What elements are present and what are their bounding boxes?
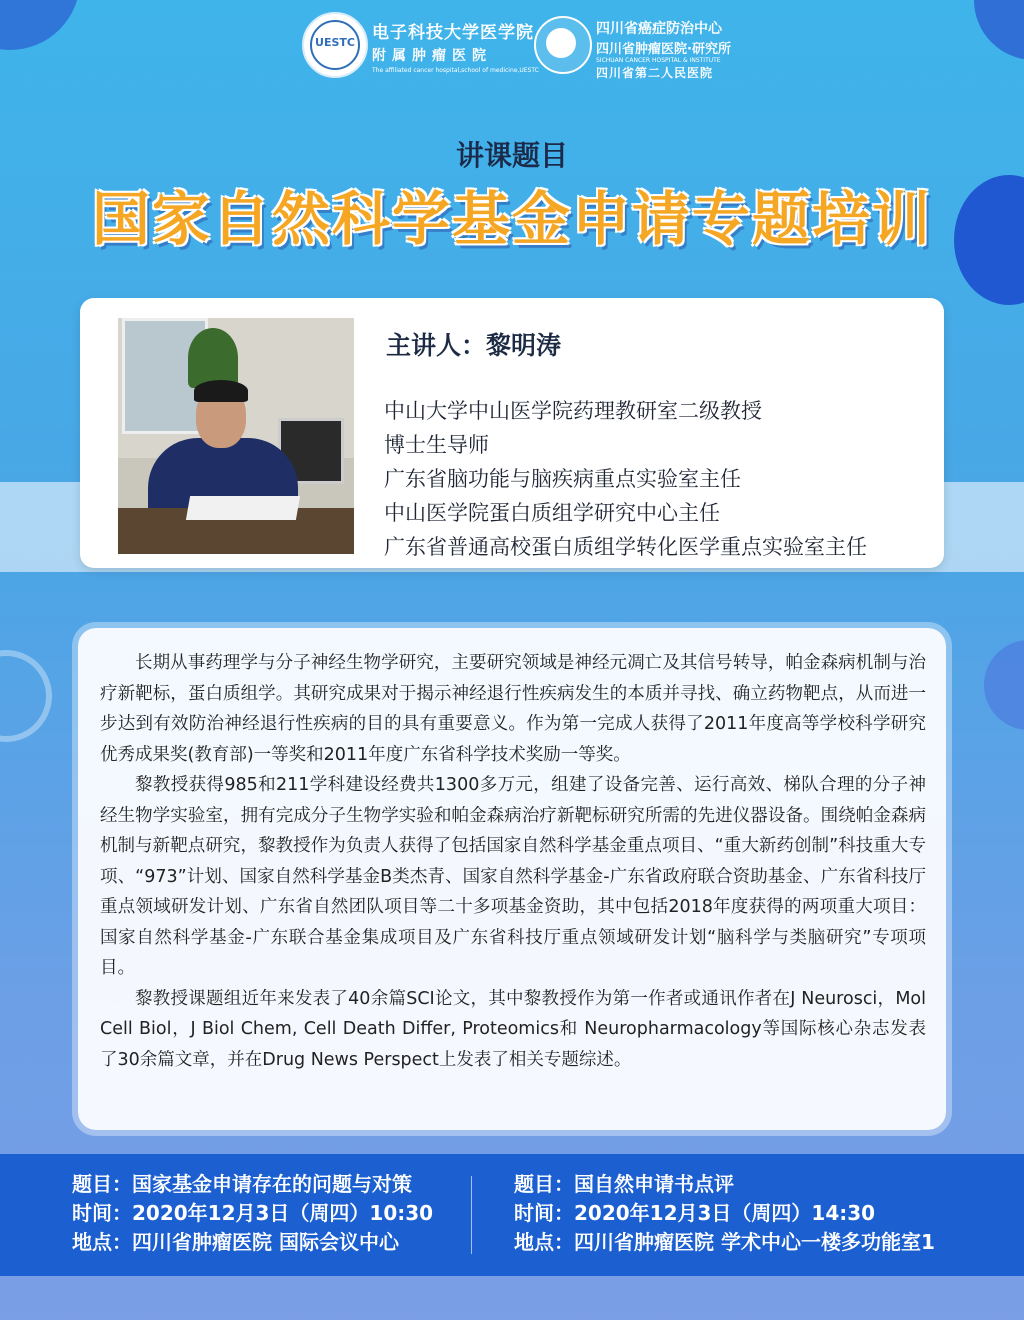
hospital-line1: 四川省癌症防治中心 bbox=[596, 21, 722, 37]
speaker-photo bbox=[118, 318, 354, 554]
uestc-logo-text bbox=[372, 18, 539, 74]
speaker-bio bbox=[100, 648, 926, 1075]
decor-ring-left bbox=[0, 650, 52, 742]
decor-circle-right-lower bbox=[984, 640, 1024, 730]
hospital-line4: 四川省第二人民医院 bbox=[596, 66, 714, 80]
event-time: 时间：2020年12月3日（周四）10:30 bbox=[72, 1201, 434, 1225]
speaker-card bbox=[80, 298, 944, 568]
sichuan-cancer-hospital-logo bbox=[534, 16, 592, 74]
uestc-logo bbox=[302, 12, 368, 78]
event-2 bbox=[514, 1170, 935, 1257]
bio-paragraph: 长期从事药理学与分子神经生物学研究，主要研究领域是神经元凋亡及其信号转导，帕金森病机制与治疗新靶标，蛋白质组学。其研究成果对于揭示神经退行性疾病发生的本质并寻找、确立药物靶点，从而进一步达到有效防治神经退行性疾病的目的具有重要意义。作为第一完成人获得了2011年度高等学校科学研究优秀成果奖(教育部)一等奖和2011年度广东省科学技术奖励一等奖。 bbox=[100, 653, 926, 765]
page-title: 国家自然科学基金申请专题培训 bbox=[91, 185, 932, 253]
uestc-hospital-name: 附属肿瘤医院 bbox=[372, 48, 492, 64]
speaker-name: 主讲人：黎明涛 bbox=[386, 331, 562, 360]
speaker-title-item: 广东省普通高校蛋白质组学转化医学重点实验室主任 bbox=[384, 535, 867, 559]
footer-divider bbox=[471, 1176, 472, 1254]
header-logos bbox=[0, 12, 1024, 80]
event-place: 地点：四川省肿瘤医院 国际会议中心 bbox=[72, 1230, 399, 1254]
speaker-title-item: 中山大学中山医学院药理教研室二级教授 bbox=[384, 399, 762, 423]
lecture-subtitle: 讲课题目 bbox=[455, 139, 568, 172]
bio-card bbox=[78, 628, 946, 1130]
bio-paragraph: 黎教授获得985和211学科建设经费共1300多万元，组建了设备完善、运行高效、梯队合理的分子神经生物学实验室，拥有完成分子生物学实验和帕金森病治疗新靶标研究所需的先进仪器设备。围绕帕金森病机制与新靶点研究，黎教授作为负责人获得了包括国家自然科学基金重点项目、“重大新药创制”科技重大专项、“973”计划、国家自然科学基金B类杰青、国家自然科学基金-广东省政府联合资助基金、广东省科技厅重点领域研发计划、广东省自然团队项目等二十多项基金资助，其中包括2018年度获得的两项重大项目：国家自然科学基金-广东联合基金集成项目及广东省科技厅重点领域研发计划“脑科学与类脑研究”专项项目。 bbox=[100, 775, 926, 978]
event-time: 时间：2020年12月3日（周四）14:30 bbox=[514, 1201, 876, 1225]
hospital-english-name: SICHUAN CANCER HOSPITAL & INSTITUTE bbox=[596, 57, 721, 64]
event-topic: 题目：国自然申请书点评 bbox=[514, 1172, 734, 1196]
bio-paragraph: 黎教授课题组近年来发表了40余篇SCI论文，其中黎教授作为第一作者或通讯作者在J Neurosci，Mol Cell Biol，J Biol Chem, Cell Death Differ, Proteomics和 Neuropharmacology等国际核心杂志发表了30余篇文章，并在Drug News Perspect上发表了相关专题综述。 bbox=[100, 988, 926, 1070]
schedule-footer bbox=[0, 1154, 1024, 1276]
event-place: 地点：四川省肿瘤医院 学术中心一楼多功能室1 bbox=[514, 1230, 935, 1254]
speaker-title-item: 中山医学院蛋白质组学研究中心主任 bbox=[384, 501, 720, 525]
speaker-titles bbox=[384, 394, 867, 564]
uestc-english-name: The affiliated cancer hospital,school of medicine,UESTC bbox=[372, 67, 539, 74]
uestc-name: 电子科技大学医学院 bbox=[372, 23, 534, 43]
speaker-title-item: 博士生导师 bbox=[384, 433, 489, 457]
sichuan-cancer-hospital-text bbox=[596, 18, 731, 81]
hospital-line2: 四川省肿瘤医院·研究所 bbox=[596, 42, 731, 57]
speaker-title-item: 广东省脑功能与脑疾病重点实验室主任 bbox=[384, 467, 741, 491]
event-1 bbox=[72, 1170, 433, 1257]
uestc-seal-text: UESTC bbox=[315, 36, 355, 49]
event-topic: 题目：国家基金申请存在的问题与对策 bbox=[72, 1172, 412, 1196]
